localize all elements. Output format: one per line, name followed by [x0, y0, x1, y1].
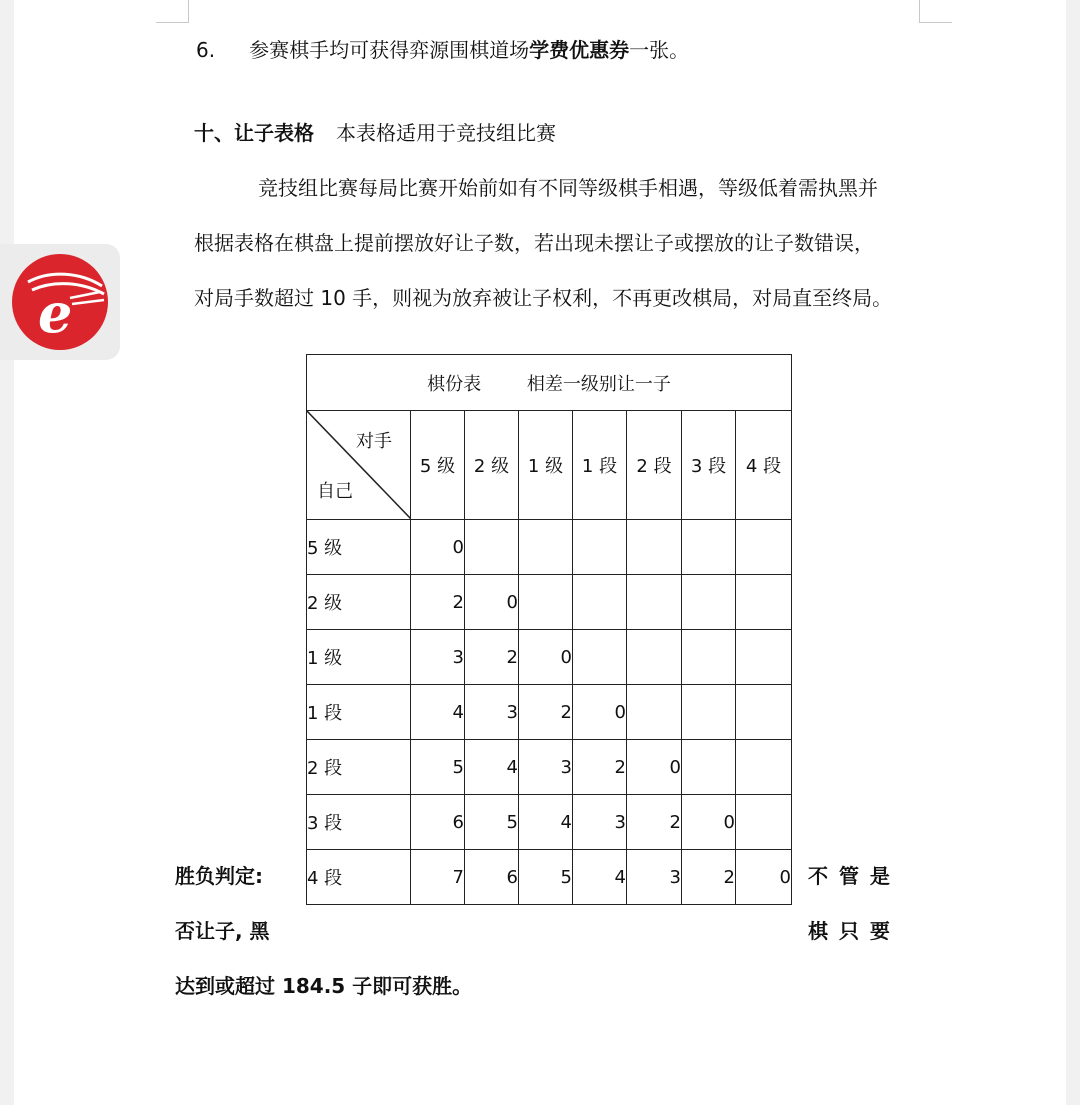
table-cell: [519, 575, 573, 630]
table-cell: [627, 520, 682, 575]
table-cell: 4: [411, 685, 465, 740]
row-label: 5 级: [307, 520, 411, 575]
table-cell: 3: [411, 630, 465, 685]
table-cell: [682, 520, 736, 575]
row-label: 2 段: [307, 740, 411, 795]
table-cell: [573, 520, 627, 575]
table-row: [307, 520, 792, 575]
table-cell: 4: [519, 795, 573, 850]
table-cell: 0: [682, 795, 736, 850]
column-header: 3 段: [682, 411, 736, 520]
result-rule-right-2: 棋 只 要: [808, 919, 892, 943]
table-cell: 4: [465, 740, 519, 795]
app-logo-e-icon: [10, 252, 110, 352]
result-rule-left-1: 胜负判定:: [175, 864, 263, 888]
table-cell: 0: [519, 630, 573, 685]
table-cell: 5: [411, 740, 465, 795]
handicap-table: [306, 354, 792, 905]
table-cell: [682, 575, 736, 630]
row-label: 4 段: [307, 850, 411, 905]
column-header: 4 段: [736, 411, 792, 520]
table-cell: [736, 795, 792, 850]
corner-label-opponent: 对手: [356, 431, 392, 452]
paragraph-line-3: 对局手数超过 10 手，则视为放弃被让子权利，不再更改棋局，对局直至终局。: [194, 286, 893, 310]
item-6-bold: 学费优惠券: [529, 38, 630, 62]
item-6: [196, 36, 689, 64]
table-cell: 7: [411, 850, 465, 905]
table-row: [307, 630, 792, 685]
table-cell: 5: [519, 850, 573, 905]
section-10-heading: 十、让子表格: [194, 121, 314, 145]
table-cell: [573, 630, 627, 685]
table-cell: [736, 520, 792, 575]
table-cell: [736, 740, 792, 795]
row-label: 1 级: [307, 630, 411, 685]
row-label: 1 段: [307, 685, 411, 740]
row-label: 3 段: [307, 795, 411, 850]
table-cell: [682, 630, 736, 685]
table-cell: 2: [519, 685, 573, 740]
table-cell: [736, 575, 792, 630]
table-cell: 2: [465, 630, 519, 685]
table-cell: [519, 520, 573, 575]
table-cell: [736, 685, 792, 740]
column-header: 2 级: [465, 411, 519, 520]
table-cell: [682, 685, 736, 740]
item-6-text: 参赛棋手均可获得弈源围棋道场: [249, 38, 530, 62]
table-cell: 4: [573, 850, 627, 905]
table-cell: 0: [411, 520, 465, 575]
table-cell: 2: [627, 795, 682, 850]
table-cell: 6: [411, 795, 465, 850]
paragraph-line-1: 竞技组比赛每局比赛开始前如有不同等级棋手相遇，等级低着需执黑并: [258, 176, 878, 200]
table-cell: 3: [627, 850, 682, 905]
floating-app-button[interactable]: [0, 244, 120, 360]
table-row: [307, 850, 792, 905]
item-6-number: 6.: [196, 38, 216, 62]
table-cell: [573, 575, 627, 630]
table-title: 棋份表 相差一级别让一子: [307, 355, 792, 411]
table-row: [307, 740, 792, 795]
table-cell: [736, 630, 792, 685]
result-rule-left-2: 否让子, 黑: [175, 919, 270, 943]
table-row: [307, 575, 792, 630]
table-cell: 0: [736, 850, 792, 905]
table-cell: 3: [519, 740, 573, 795]
table-row: [307, 685, 792, 740]
section-10-heading-line: [194, 119, 556, 147]
row-label: 2 级: [307, 575, 411, 630]
item-6-text-end: 一张。: [629, 38, 690, 62]
table-cell: 0: [573, 685, 627, 740]
svg-text:e: e: [38, 281, 73, 345]
table-cell: 2: [682, 850, 736, 905]
table-cell: 2: [573, 740, 627, 795]
column-header: 2 段: [627, 411, 682, 520]
corner-label-self: 自己: [317, 481, 353, 502]
result-rule-line-3: 达到或超过 184.5 子即可获胜。: [175, 974, 473, 998]
table-row: [307, 795, 792, 850]
column-header: 5 级: [411, 411, 465, 520]
table-cell: [627, 685, 682, 740]
table-cell: 2: [411, 575, 465, 630]
table-cell: 6: [465, 850, 519, 905]
table-cell: [627, 630, 682, 685]
table-cell: 5: [465, 795, 519, 850]
table-cell: 0: [627, 740, 682, 795]
result-rule-right-1: 不 管 是: [808, 864, 892, 888]
page-corner-mark-right: [919, 0, 952, 23]
table-cell: 3: [573, 795, 627, 850]
paragraph-line-2: 根据表格在棋盘上提前摆放好让子数，若出现未摆让子或摆放的让子数错误，: [194, 231, 874, 255]
table-corner-cell: [307, 411, 411, 520]
column-header: 1 级: [519, 411, 573, 520]
table-cell: 0: [465, 575, 519, 630]
table-cell: [682, 740, 736, 795]
section-10-note: 本表格适用于竞技组比赛: [336, 121, 556, 145]
table-cell: [465, 520, 519, 575]
column-header: 1 段: [573, 411, 627, 520]
page-corner-mark-left: [156, 0, 189, 23]
table-cell: [627, 575, 682, 630]
table-cell: 3: [465, 685, 519, 740]
